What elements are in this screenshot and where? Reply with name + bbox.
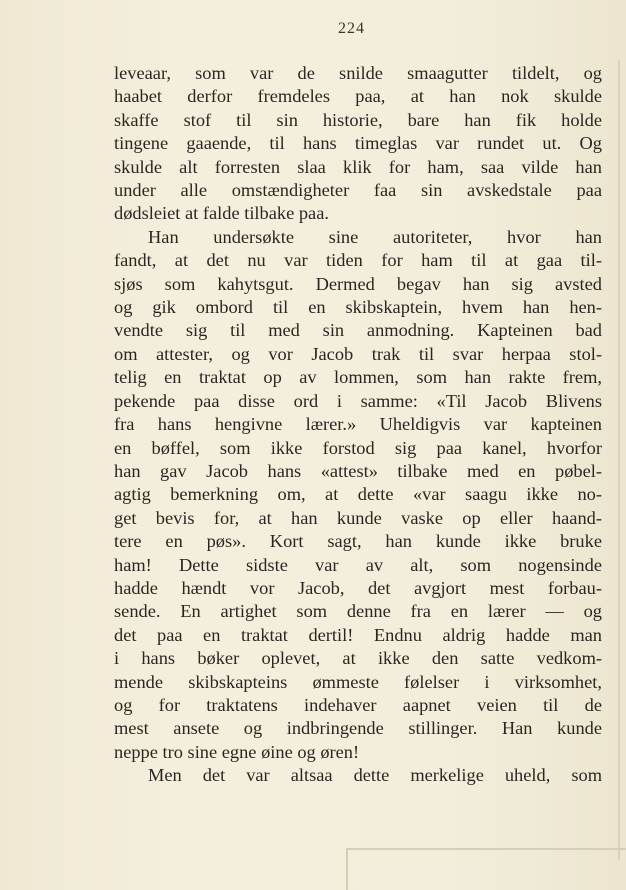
text-line: fandt, at det nu var tiden for ham til at gaa til-: [114, 250, 602, 271]
text-line: en bøffel, som ikke forstod sig paa kanel, hvorfor: [114, 437, 602, 458]
text-line: sjøs som kahytsgut. Dermed begav han sig avsted: [114, 273, 602, 294]
page-number: 224: [338, 20, 365, 37]
page-edge-corner: [346, 848, 348, 890]
text-line: get bevis for, at han kunde vaske op eller haand-: [114, 507, 602, 528]
text-line: sende. En artighet som denne fra en lærer — og: [114, 601, 602, 622]
text-line: det paa en traktat dertil! Endnu aldrig hadde man: [114, 624, 602, 645]
text-line: fra hans hengivne lærer.» Uheldigvis var kapteinen: [114, 414, 602, 435]
text-line: Han undersøkte sine autoriteter, hvor han: [148, 226, 602, 247]
text-line: pekende paa disse ord i samme: «Til Jacob Blivens: [114, 390, 602, 411]
text-line: tingene gaaende, til hans timeglas var rundet ut. Og: [114, 133, 602, 154]
text-line: han gav Jacob hans «attest» tilbake med en pøbel-: [114, 460, 602, 481]
text-line: tere en pøs». Kort sagt, han kunde ikke bruke: [114, 531, 602, 552]
page-edge-right: [618, 60, 620, 860]
text-line: skaffe stof til sin historie, bare han fik holde: [114, 109, 602, 130]
text-line: og for traktatens indehaver aapnet veien til de: [114, 694, 602, 715]
body-text: [114, 62, 602, 788]
text-line: skulde alt forresten slaa klik for ham, saa vilde han: [114, 156, 602, 177]
text-line: hadde hændt vor Jacob, det avgjort mest forbau-: [114, 577, 602, 598]
text-line: ham! Dette sidste var av alt, som nogensinde: [114, 554, 602, 575]
text-line: under alle omstændigheter faa sin avskedstale paa: [114, 180, 602, 201]
page-edge-bottom: [346, 848, 626, 850]
text-line: vendte sig til med sin anmodning. Kapteinen bad: [114, 320, 602, 341]
text-line: om attester, og vor Jacob trak til svar herpaa stol-: [114, 343, 602, 364]
text-line: leveaar, som var de snilde smaagutter tildelt, og: [114, 63, 602, 83]
text-line: i hans bøker oplevet, at ikke den satte vedkom-: [114, 648, 602, 669]
text-line: haabet derfor fremdeles paa, at han nok skulde: [114, 86, 602, 107]
text-line: Men det var altsaa dette merkelige uheld, som: [148, 765, 602, 786]
text-line: agtig bemerkning om, at dette «var saagu ikke no-: [114, 484, 602, 505]
text-line: mest ansete og indbringende stillinger. Han kunde: [114, 718, 602, 739]
text-line: telig en traktat op av lommen, som han rakte frem,: [114, 367, 602, 388]
text-line: mende skibskapteins ømmeste følelser i virksomhet,: [114, 671, 602, 692]
text-line: og gik ombord til en skibskaptein, hvem han hen-: [114, 297, 602, 318]
text-line: dødsleiet at falde tilbake paa.: [114, 203, 329, 224]
text-line: neppe tro sine egne øine og øren!: [114, 741, 360, 762]
